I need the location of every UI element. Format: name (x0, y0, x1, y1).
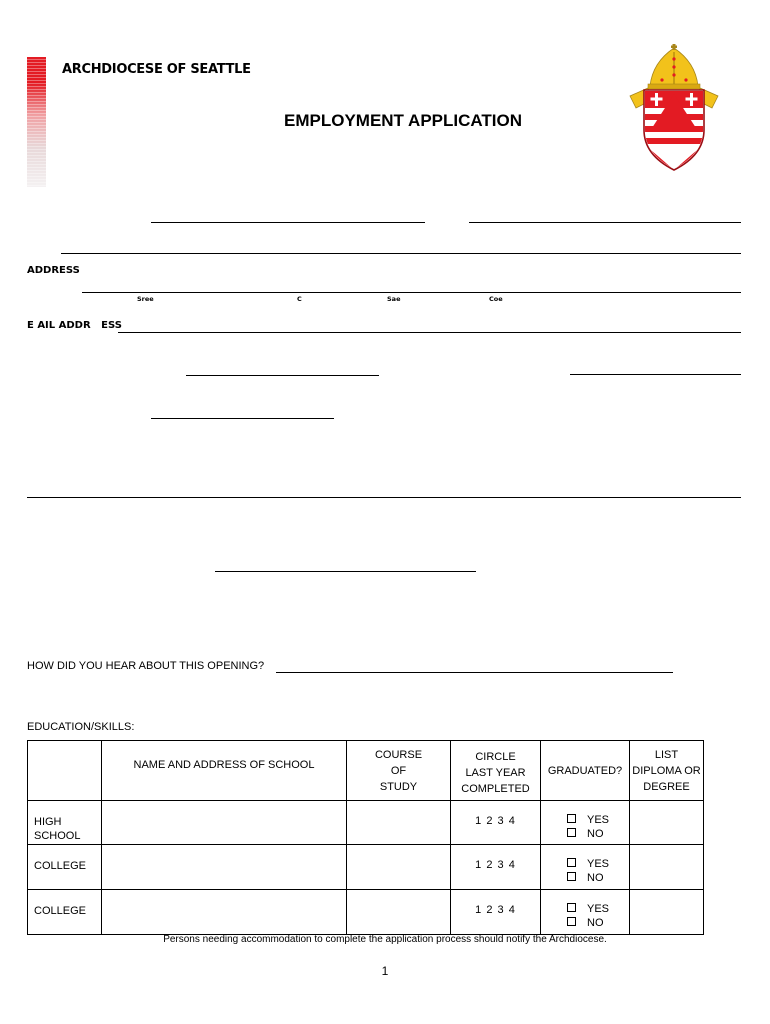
no-checkbox[interactable] (567, 872, 576, 881)
graduated-cell: YES NO (541, 801, 630, 845)
yes-checkbox[interactable] (567, 903, 576, 912)
field-line[interactable] (27, 497, 741, 498)
education-table-header-row (28, 741, 704, 801)
field-line[interactable] (151, 418, 334, 419)
education-table (27, 740, 704, 935)
field-line[interactable] (186, 375, 379, 376)
course-cell[interactable] (347, 845, 451, 890)
years-cell[interactable]: 1 2 3 4 (451, 801, 541, 845)
row-label-high-school: HIGH SCHOOL (28, 801, 102, 845)
field-line[interactable] (570, 374, 741, 375)
diploma-cell[interactable] (630, 845, 704, 890)
diploma-cell[interactable] (630, 801, 704, 845)
graduated-cell: YES NO (541, 890, 630, 935)
school-name-cell[interactable] (102, 845, 347, 890)
no-checkbox[interactable] (567, 917, 576, 926)
address-sublabel-zip: Coe (489, 295, 503, 303)
header-name-address: NAME AND ADDRESS OF SCHOOL (102, 741, 347, 801)
header-diploma-degree: LIST DIPLOMA OR DEGREE (630, 741, 704, 801)
education-section-label: EDUCATION/SKILLS: (27, 721, 135, 733)
hear-about-question: HOW DID YOU HEAR ABOUT THIS OPENING? (27, 660, 265, 672)
email-label: E AIL ADDR ESS (27, 320, 122, 331)
course-cell[interactable] (347, 890, 451, 935)
field-line[interactable] (61, 253, 741, 254)
brand-sidebar-bar (27, 57, 46, 187)
header-circle-last-year: CIRCLE LAST YEAR COMPLETED (451, 741, 541, 801)
table-row (28, 845, 704, 890)
field-line[interactable] (469, 222, 741, 223)
hear-about-input-line[interactable] (276, 672, 673, 673)
address-sublabel-city: C (297, 295, 302, 303)
school-name-cell[interactable] (102, 801, 347, 845)
graduated-cell: YES NO (541, 845, 630, 890)
organization-name: ARCHDIOCESE OF SEATTLE (62, 62, 251, 77)
school-name-cell[interactable] (102, 890, 347, 935)
field-line[interactable] (215, 571, 476, 572)
years-cell[interactable]: 1 2 3 4 (451, 845, 541, 890)
table-row (28, 801, 704, 845)
no-checkbox[interactable] (567, 828, 576, 837)
address-sublabel-state: Sae (387, 295, 401, 303)
page-title: EMPLOYMENT APPLICATION (284, 111, 522, 130)
row-label-college: COLLEGE (28, 890, 102, 935)
course-cell[interactable] (347, 801, 451, 845)
yes-checkbox[interactable] (567, 858, 576, 867)
archdiocese-crest-icon (626, 44, 722, 174)
address-input-line[interactable] (82, 292, 741, 293)
address-label: ADDRESS (27, 265, 80, 276)
years-cell[interactable]: 1 2 3 4 (451, 890, 541, 935)
yes-checkbox[interactable] (567, 814, 576, 823)
page-number: 1 (381, 964, 389, 978)
email-input-line[interactable] (118, 332, 741, 333)
accommodation-note: Persons needing accommodation to complete the application process should notify the Archdiocese. (163, 934, 607, 945)
header-graduated: GRADUATED? (541, 741, 630, 801)
table-row (28, 890, 704, 935)
diploma-cell[interactable] (630, 890, 704, 935)
header-cell-blank (28, 741, 102, 801)
field-line[interactable] (151, 222, 425, 223)
address-sublabel-street: Sree (137, 295, 154, 303)
header-course-of-study: COURSE OF STUDY (347, 741, 451, 801)
row-label-college: COLLEGE (28, 845, 102, 890)
